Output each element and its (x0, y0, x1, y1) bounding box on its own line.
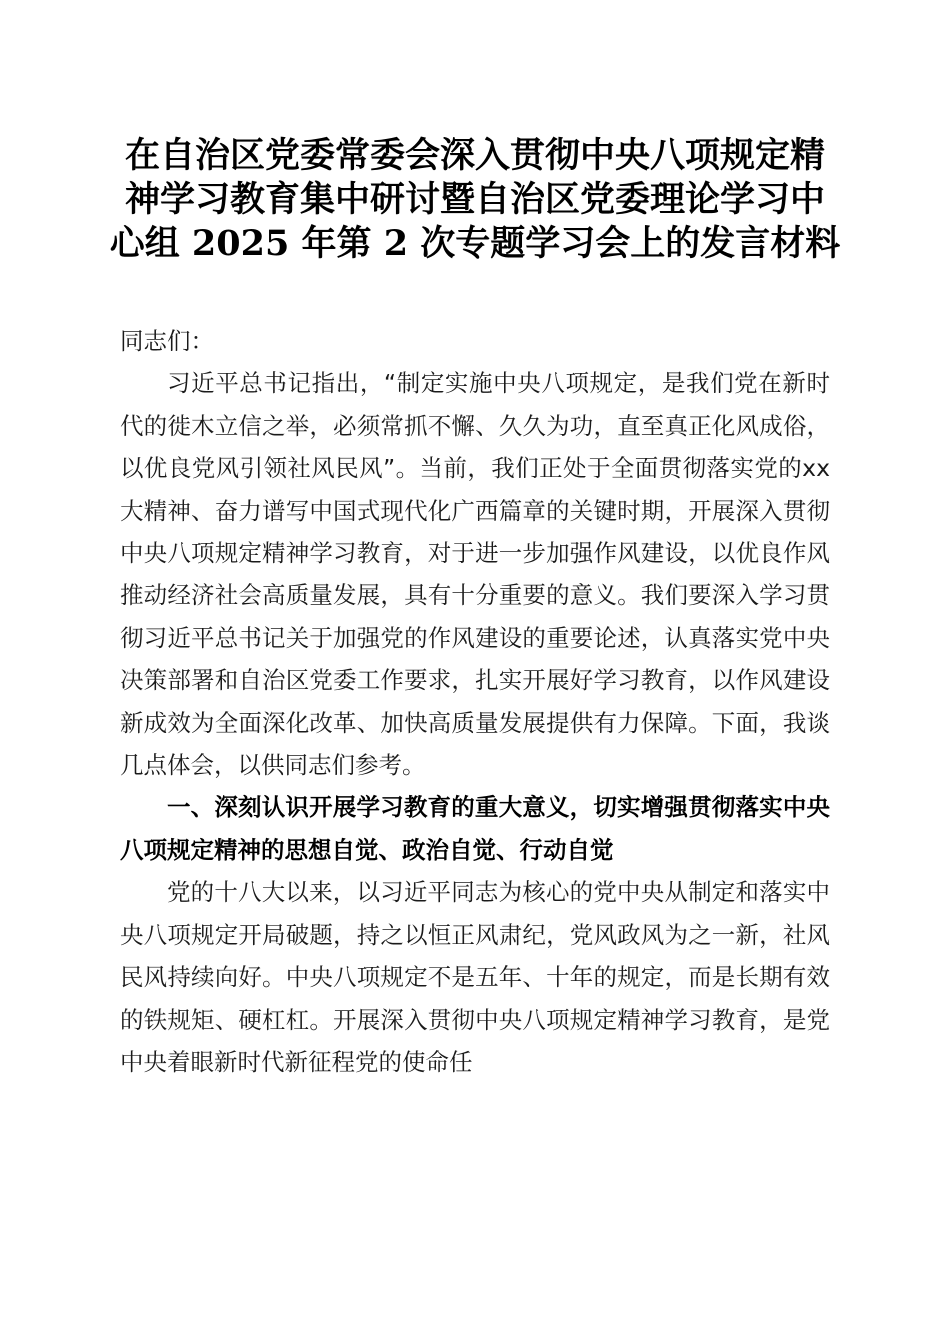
section-paragraph: 党的十八大以来，以习近平同志为核心的党中央从制定和落实中央八项规定开局破题，持之以恒正风肃纪，党风政风为之一新，社风民风持续向好。中央八项规定不是五年、十年的规定，而是长期有效的铁规矩、硬杠杠。开展深入贯彻中央八项规定精神学习教育，是党中央着眼新时代新征程党的使命任 (120, 878, 830, 1076)
title-line-2: 神学习教育集中研讨暨自治区党委理论学习中 (124, 179, 825, 220)
document-body (120, 320, 830, 1083)
salutation: 同志们： (120, 327, 214, 355)
section-heading: 一、深刻认识开展学习教育的重大意义，切实增强贯彻落实中央八项规定精神的思想自觉、政治自觉、行动自觉 (120, 793, 830, 864)
intro-paragraph: 习近平总书记指出，“制定实施中央八项规定，是我们党在新时代的徙木立信之举，必须常抓不懈、久久为功，直至真正化风成俗，以优良党风引领社风民风”。当前，我们正处于全面贯彻落实党的xx大精神、奋力谱写中国式现代化广西篇章的关键时期，开展深入贯彻中央八项规定精神学习教育，对于进一步加强作风建设，以优良作风推动经济社会高质量发展，具有十分重要的意义。我们要深入学习贯彻习近平总书记关于加强党的作风建设的重要论述，认真落实党中央决策部署和自治区党委工作要求，扎实开展好学习教育，以作风建设新成效为全面深化改革、加快高质量发展提供有力保障。下面，我谈几点体会，以供同志们参考。 (120, 369, 830, 780)
document-title (100, 134, 850, 266)
title-line-1: 在自治区党委常委会深入贯彻中央八项规定精 (124, 135, 825, 176)
title-line-3: 心组 2025 年第 2 次专题学习会上的发言材料 (109, 223, 841, 264)
